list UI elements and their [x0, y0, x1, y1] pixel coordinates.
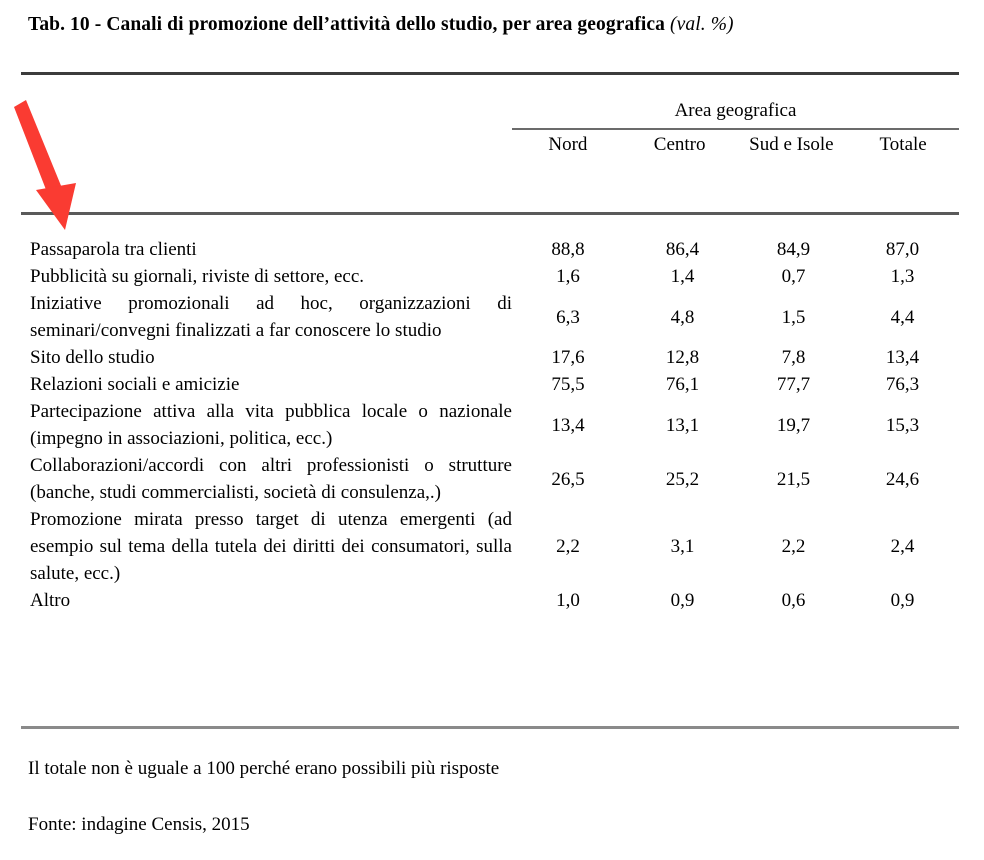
- cell-totale: 13,4: [885, 347, 920, 368]
- column-group-header: Area geografica: [674, 100, 797, 121]
- cell-centro: 3,1: [670, 536, 695, 557]
- row-label: Pubblicità su giornali, riviste di settore, ecc.: [30, 266, 365, 287]
- table-source: Fonte: indagine Censis, 2015: [28, 814, 250, 835]
- table-row: [30, 344, 959, 371]
- row-label: Partecipazione attiva alla vita pubblica locale o nazionale (impegno in associazioni, politica, ecc.): [30, 401, 512, 449]
- table-title-unit: (val. %): [670, 14, 734, 35]
- row-values: [512, 236, 959, 263]
- table-top-rule: [21, 72, 959, 75]
- cell-nord: 75,5: [551, 374, 585, 395]
- row-label: Iniziative promozionali ad hoc, organizzazioni di seminari/convegni finalizzati a far conoscere lo studio: [30, 293, 512, 341]
- cell-sud-e-isole: 1,5: [781, 306, 806, 328]
- cell-nord: 1,0: [556, 590, 580, 611]
- cell-totale: 4,4: [890, 306, 915, 328]
- table-row: [30, 587, 959, 614]
- cell-totale: 0,9: [890, 590, 915, 611]
- cell-sud-e-isole: 21,5: [776, 468, 811, 490]
- table-note: Il totale non è uguale a 100 perché erano possibili più risposte: [28, 758, 500, 779]
- table-body: [30, 236, 959, 614]
- row-label: Passaparola tra clienti: [30, 239, 197, 260]
- cell-sud-e-isole: 7,8: [781, 347, 806, 368]
- row-values: [512, 466, 959, 493]
- cell-sud-e-isole: 77,7: [776, 374, 811, 395]
- cell-sud-e-isole: 2,2: [781, 536, 806, 557]
- table-row: [30, 371, 959, 398]
- column-header-totale: Totale: [879, 134, 927, 155]
- row-values: [512, 263, 959, 290]
- cell-nord: 17,6: [551, 347, 585, 368]
- cell-centro: 86,4: [665, 239, 700, 260]
- cell-centro: 25,2: [665, 468, 700, 490]
- cell-sud-e-isole: 84,9: [776, 239, 811, 260]
- cell-centro: 1,4: [670, 266, 695, 287]
- cell-nord: 88,8: [551, 239, 585, 260]
- column-header-nord: Nord: [548, 134, 588, 155]
- row-values: [512, 371, 959, 398]
- column-header-centro: Centro: [653, 134, 706, 155]
- table-row: [30, 263, 959, 290]
- header-bottom-rule: [21, 212, 959, 215]
- cell-nord: 13,4: [551, 414, 585, 436]
- row-label: Promozione mirata presso target di utenza emergenti (ad esempio sul tema della tutela dei diritti dei consumatori, sulla salute, ecc.): [30, 509, 512, 584]
- cell-nord: 1,6: [556, 266, 580, 287]
- cell-centro: 4,8: [670, 306, 695, 328]
- cell-sud-e-isole: 0,6: [781, 590, 806, 611]
- cell-totale: 2,4: [890, 536, 915, 557]
- column-headers: [512, 132, 959, 158]
- cell-nord: 6,3: [556, 306, 580, 328]
- cell-sud-e-isole: 0,7: [781, 266, 806, 287]
- cell-totale: 15,3: [885, 414, 920, 436]
- cell-sud-e-isole: 19,7: [776, 414, 811, 436]
- row-values: [512, 587, 959, 614]
- cell-totale: 1,3: [890, 266, 915, 287]
- row-values: [512, 304, 959, 331]
- cell-centro: 76,1: [665, 374, 700, 395]
- cell-nord: 26,5: [551, 468, 585, 490]
- table-number: Tab. 10 -: [28, 14, 107, 35]
- table-row: [30, 236, 959, 263]
- row-label: Altro: [30, 590, 71, 611]
- table-title-text: Canali di promozione dell’attività dello studio, per area geografica: [106, 14, 666, 35]
- cell-nord: 2,2: [556, 536, 580, 557]
- table-bottom-rule: [21, 726, 959, 729]
- cell-totale: 87,0: [885, 239, 920, 260]
- row-label: Relazioni sociali e amicizie: [30, 374, 240, 395]
- table-row: [30, 452, 959, 506]
- table-row: [30, 290, 959, 344]
- row-values: [512, 412, 959, 439]
- cell-centro: 13,1: [665, 414, 700, 436]
- column-header-sud-e-isole: Sud e Isole: [749, 134, 834, 155]
- table-title: [28, 14, 958, 36]
- group-header-rule: [512, 128, 959, 130]
- table-row: [30, 506, 959, 587]
- row-values: [512, 344, 959, 371]
- cell-totale: 76,3: [885, 374, 920, 395]
- row-values: [512, 533, 959, 560]
- red-pointer-arrow-icon: [0, 95, 130, 240]
- cell-centro: 0,9: [670, 590, 695, 611]
- row-label: Collaborazioni/accordi con altri professionisti o strutture (banche, studi commercialisti, società di consulenza,.): [30, 455, 512, 503]
- cell-totale: 24,6: [885, 468, 920, 490]
- table-row: [30, 398, 959, 452]
- cell-centro: 12,8: [665, 347, 700, 368]
- row-label: Sito dello studio: [30, 347, 155, 368]
